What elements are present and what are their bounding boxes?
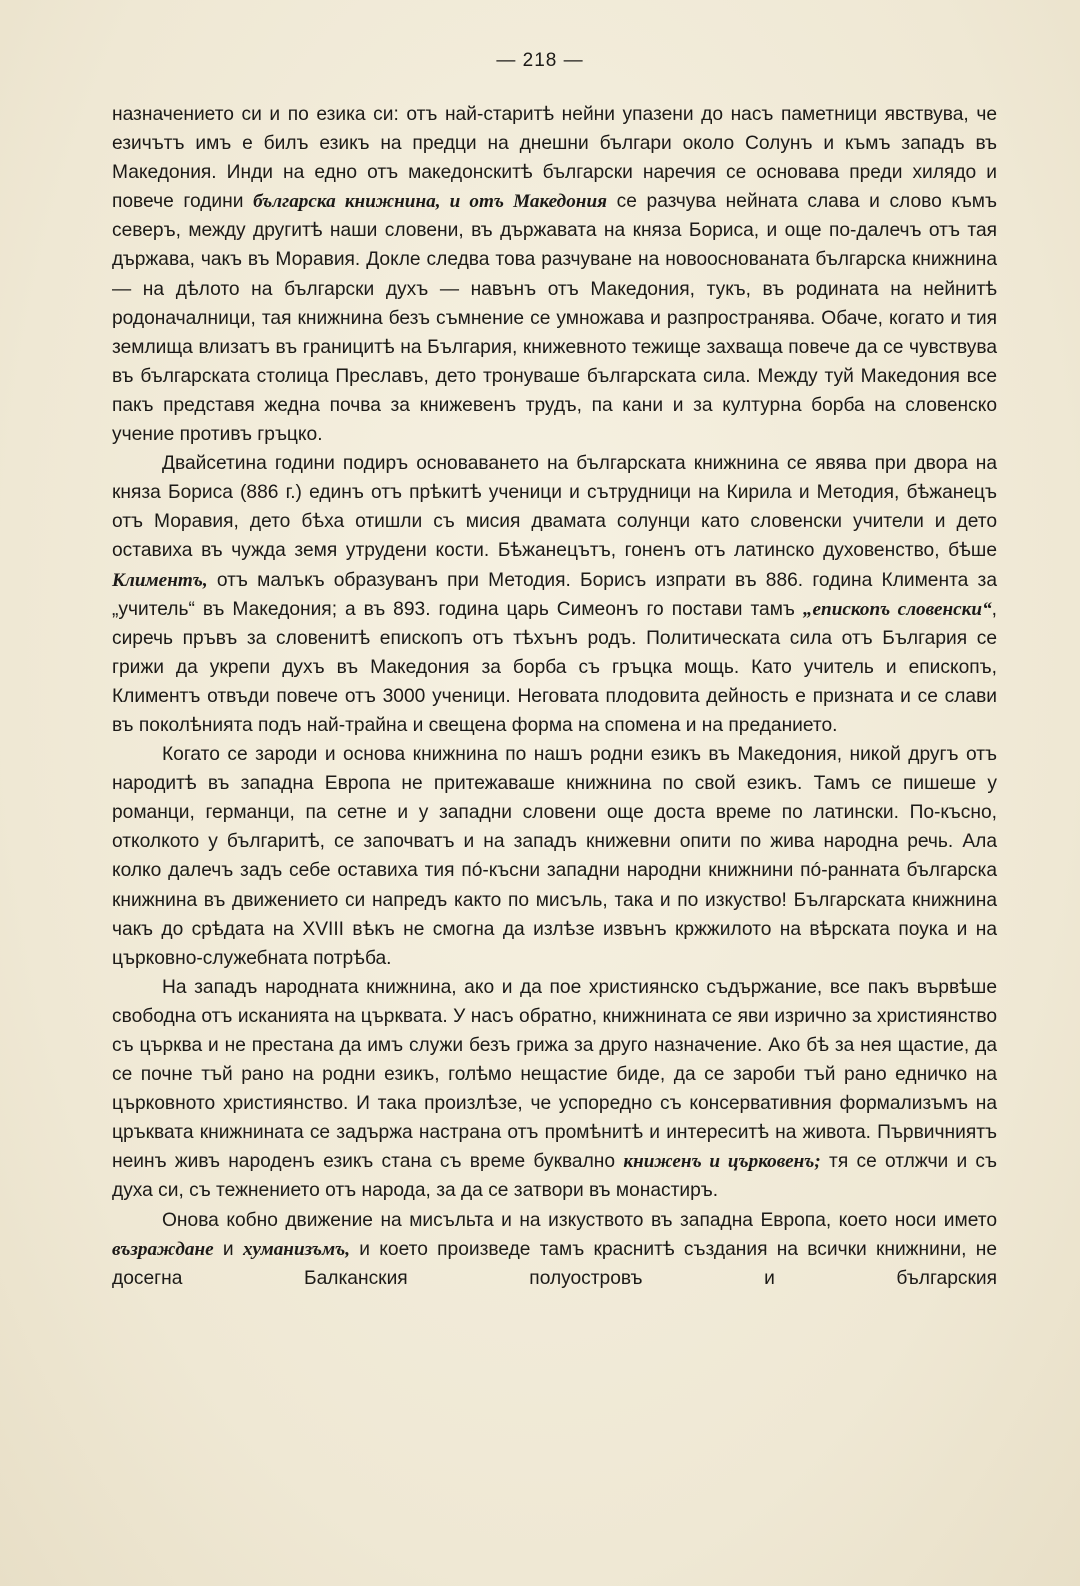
text-segment: и: [213, 1238, 243, 1260]
emphasized-text: книженъ и църковенъ;: [623, 1151, 821, 1173]
text-segment: тя се отлжчи и съ духа си, съ тежнението отъ народа, за да се затвори въ монастиръ.: [112, 1151, 998, 1202]
emphasized-text: българска книжнина, и отъ Македония: [253, 191, 607, 213]
text-segment: и което произведе тамъ краснитѣ създания на всички книжнини, не досегна Балканския полуостровъ и българския: [112, 1238, 997, 1289]
text-segment: отъ малъкъ образуванъ при Методия. Борисъ изпрати въ 886. година Климента за „учитель“ въ Македония; а въ 893. година царь Симеонъ го постави тамъ: [112, 569, 997, 620]
text-segment: Двайсетина години подиръ основаването на българската книжнина се явява при двора на княза Бориса (886 г.) единъ отъ прѣкитѣ ученици и сътрудници на Кирила и Методия, бѣжанецъ отъ Моравия, дето бѣха отишли съ мисия двамата солунци като словенски учители и дето оставиха въ чужда земя утрудени кости. Бѣжанецътъ, гоненъ отъ латинско духовенство, бѣше: [112, 453, 997, 562]
paragraph-4: [112, 973, 997, 1206]
text-segment: На западъ народната книжнина, ако и да пое християнско съдържание, все пакъ вървѣше свободна отъ исканията на църквата. У насъ обратно, книжнината се яви изрично за християнство съ църква и не престана да имъ служи безъ грижа за друго назначение. Ако бѣ за нея щастие, да се почне тъй рано на родни езикъ, голѣмо нещастие биде, да се зароби тъй рано едничко на църковното християнство. И така произлѣзе, че успоредно съ консервативния формализъмъ на цръквата книжнината се задържа настрана отъ промѣнитѣ и интереситѣ на живота. Първичниятъ неинъ живъ народенъ езикъ стана съ време буквално: [112, 976, 997, 1173]
emphasized-text: хуманизъмъ,: [242, 1238, 351, 1260]
text-segment: Когато се зароди и основа книжнина по нашъ родни езикъ въ Македония, никой другъ отъ народитѣ въ западна Европа не притежаваше книжнина по свой езикъ. Тамъ се пишеше у романци, германци, па сетне и у западни словени още доста време по латински. По-късно, отколкото у българитѣ, се започватъ и на западъ книжевни опити по жива народна речь. Ала колко далечъ задъ себе оставиха тия пó-късни западни народни книжнини пó-ранната българска книжнина въ движението си напредъ както по мисъль, така и по изкуство! Българската книжнина чакъ до срѣдата на XVIII вѣкъ не смогна да излѣзе извънъ кржжилото на вѣрската поука и на църковно-служебната потрѣба.: [112, 744, 997, 969]
text-segment: назначението си и по езика си: отъ най-старитѣ нейни упазени до насъ паметници явствува, че езичътъ имъ е билъ езикъ на предци на днешни българи около Солунъ и къмъ западъ въ Македония. Инди на едно отъ македонскитѣ български наречия се основава преди хилядо и повече години: [112, 104, 997, 213]
emphasized-text: „епископъ словенски“: [802, 598, 992, 620]
paragraph-2: [112, 449, 997, 740]
paragraph-3: [112, 740, 997, 973]
paragraph-1: [112, 100, 997, 449]
emphasized-text: възраждане: [112, 1238, 214, 1260]
paragraph-5: [112, 1206, 997, 1293]
text-segment: Онова кобно движение на мисъльта и на изкуството въ западна Европа, което носи името: [162, 1209, 997, 1231]
page-number: — 218 —: [496, 50, 584, 71]
text-segment: , сиречь пръвъ за словенитѣ епископъ отъ тѣхънъ родъ. Политическата сила отъ България се грижи да укрепи духъ въ Македония за борба съ гръцка мощь. Като учитель и епископъ, Климентъ отвъди повече отъ 3000 ученици. Неговата плодовита дейность е призната и се слави въ поколѣнията подъ най-трайна и свещена форма на спомена и на преданието.: [112, 598, 998, 736]
emphasized-text: Климентъ,: [112, 569, 208, 591]
body-text: [112, 100, 997, 1293]
text-segment: се разчува нейната слава и слово къмъ северъ, между другитѣ наши словени, въ държавата на княза Бориса, и още по-далечъ отъ тая държава, чакъ въ Моравия. Докле следва това разчуване на новооснованата българска книжнина — на дѣлото на български духъ — навънъ отъ Македония, тукъ, въ родината на нейнитѣ родоначалници, тая книжнина безъ съмнение се умножава и разпространява. Обаче, когато и тия землища влизатъ въ границитѣ на България, книжевното тежище захваща повече да се чувствува въ българската столица Преславъ, дето тронуваше българската сила. Между туй Македония все пакъ представя жедна почва за книжевенъ трудъ, па кани и за културна борба на словенско учение противъ гръцко.: [112, 191, 997, 446]
